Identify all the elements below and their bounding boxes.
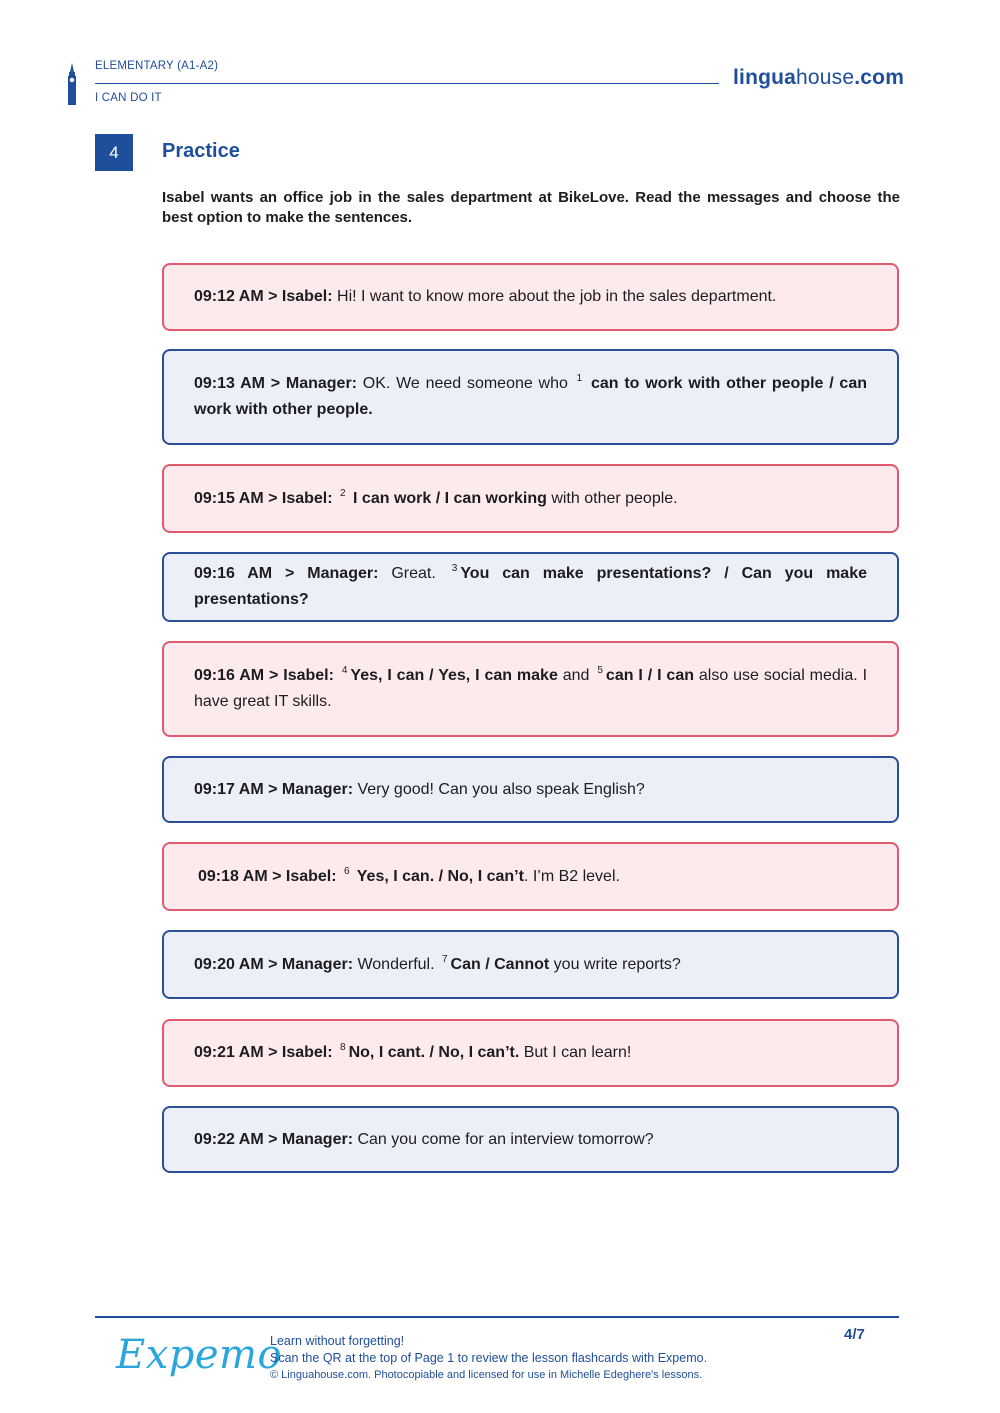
message-3 [162, 464, 899, 533]
message-text: Great. [378, 565, 449, 582]
message-text: OK. We need someone who [357, 375, 574, 392]
message-9 [162, 1019, 899, 1087]
message-text: you write reports? [549, 955, 681, 973]
gap-number: 1 [576, 373, 583, 384]
message-10 [162, 1106, 899, 1173]
message-text [337, 868, 341, 885]
answer-options[interactable]: You can make presentations? / Can you make presentations? [194, 565, 867, 608]
message-text: . I’m B2 level. [523, 867, 620, 885]
linguahouse-logo[interactable]: linguahouse.com [733, 66, 905, 89]
answer-options[interactable]: can I / I can [605, 667, 694, 684]
message-speaker: 09:18 AM > Isabel: [198, 867, 337, 885]
section-number: 4 [95, 134, 133, 171]
message-6 [162, 756, 899, 823]
section-title: Practice [162, 140, 240, 162]
message-speaker: 09:13 AM > Manager: [194, 375, 357, 392]
message-1 [162, 263, 899, 331]
message-text [333, 490, 337, 507]
header-divider [95, 83, 719, 84]
message-text [334, 667, 339, 684]
message-5 [162, 641, 899, 737]
message-speaker: 09:16 AM > Manager: [194, 565, 379, 582]
gap-number: 3 [451, 563, 458, 574]
message-text [333, 1044, 337, 1061]
footer-qr-note: Scan the QR at the top of Page 1 to review the lesson flashcards with Expemo. [270, 1351, 708, 1365]
level-label: ELEMENTARY (A1-A2) [95, 60, 219, 72]
expemo-logo[interactable]: Expemo [116, 1332, 283, 1378]
gap-number: 4 [341, 665, 348, 676]
big-ben-icon [66, 63, 78, 105]
message-text: with other people. [546, 489, 678, 507]
message-7 [162, 842, 899, 911]
answer-options[interactable]: I can work / I can working [348, 489, 547, 507]
footer-tagline: Learn without forgetting! [270, 1334, 405, 1348]
message-speaker: 09:21 AM > Isabel: [194, 1044, 333, 1061]
message-speaker: 09:17 AM > Manager: [194, 780, 354, 798]
answer-options[interactable]: Yes, I can / Yes, I can make [350, 667, 558, 684]
footer-text [270, 1333, 707, 1384]
answer-options[interactable]: Yes, I can. / No, I can’t [352, 867, 524, 885]
message-speaker: 09:12 AM > Isabel: [194, 288, 333, 305]
message-speaker: 09:22 AM > Manager: [194, 1130, 354, 1148]
message-2 [162, 349, 899, 445]
message-speaker: 09:15 AM > Isabel: [194, 489, 333, 507]
message-8 [162, 930, 899, 999]
page-number: 4/7 [844, 1326, 865, 1343]
message-text: also use social media. I have great IT skills. [194, 667, 868, 710]
gap-number: 7 [441, 953, 448, 965]
message-speaker: 09:16 AM > Isabel: [194, 667, 334, 684]
message-text: Hi! I want to know more about the job in the sales department. [332, 288, 777, 305]
gap-number: 6 [344, 865, 350, 877]
message-text: Very good! Can you also speak English? [353, 780, 645, 798]
message-speaker: 09:20 AM > Manager: [194, 955, 354, 973]
gap-number: 2 [340, 487, 346, 499]
message-text: But I can learn! [519, 1044, 632, 1061]
message-text: Can you come for an interview tomorrow? [353, 1130, 654, 1148]
message-text: Wonderful. [353, 955, 439, 973]
footer-copyright: © Linguahouse.com. Photocopiable and licensed for use in Michelle Edeghere's lessons. [270, 1369, 703, 1381]
answer-options[interactable]: No, I cant. / No, I can’t. [348, 1044, 520, 1061]
lesson-title: I CAN DO IT [95, 92, 162, 104]
message-4 [162, 552, 899, 622]
footer-divider [95, 1316, 899, 1318]
gap-number: 8 [340, 1042, 346, 1053]
answer-options[interactable]: can to work with other people / can work with other people. [194, 375, 867, 418]
gap-number: 5 [597, 665, 603, 676]
message-text: and [557, 667, 595, 684]
instructions: Isabel wants an office job in the sales department at BikeLove. Read the messages and choose the best option to make the sentences. [162, 189, 900, 226]
answer-options[interactable]: Can / Cannot [450, 955, 550, 973]
